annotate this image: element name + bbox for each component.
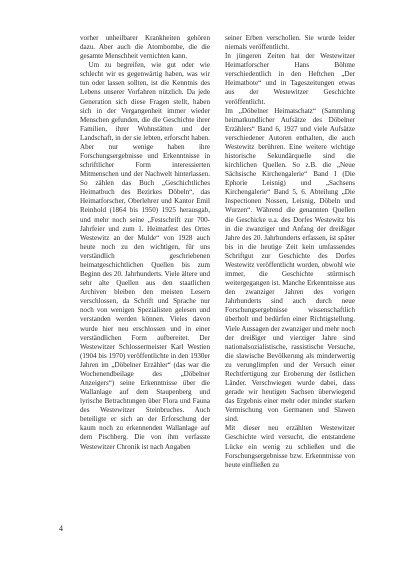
paragraph: Mit dieser neu erzählten Westewitzer Geschichte wird versucht, die entstandene Lücke ein wenig zu schließen und die Forschungsergebnisse bzw. Erkenntnisse von heute einfließen zu [225, 424, 355, 469]
page-number: 4 [59, 524, 63, 533]
paragraph: In jüngeren Zeiten hat der Westewitzer Heimatforscher Hans Böhme verschiedentlich in den Heftchen „Der Heimatbote“ und in Tageszeitungen etwas aus der Westewitzer Geschichte veröffentlicht. [225, 52, 355, 106]
right-text-column [225, 34, 355, 470]
paragraph: vorher unheilbarer Krankheiten gehören dazu. Aber auch die Atombombe, die die gesamte Menschheit vernichten kann. [80, 34, 210, 61]
paragraph: Im „Döbelner Heimatschatz“ (Sammlung heimatkundlicher Aufsätze des Döbelner Erzählers“ Band 6, 1927 und viele Aufsätze verschiedener Autoren enthalten, die auch Westewitz berühren. Eine weitere wichtige historische Sekundärquelle sind die kirchlichen Quellen. So z.B. die „Neue Sächsische Kirchengalerie“ Band I (Die Ephorie Leisnig) und „Sachsens Kirchengalerie“ Band 5, 6. Abteilung „Die Inspectionen Nossen, Leisnig, Döbeln und Wurzen“. Während die genannten Quellen die Geschicke u.a. des Dorfes Westewitz bis in die zwanziger und Anfang der dreißiger Jahre des 20. Jahrhunderts erfassen, ist später bis in die heutige Zeit kein umfassendes Schriftgut zur Geschichte des Dorfes Westewitz veröffentlicht worden, obwohl wie immer, die Geschichte stürmisch weitergegangen ist. Manche Erkenntnisse aus den zwanziger Jahren des vorigen Jahrhunderts sind auch durch neue Forschungsergebnisse wissenschaftlich überholt und bedürfen einer Richtigstellung. Viele Aussagen der zwanziger und mehr noch der dreißiger und vierziger Jahre sind nationalsozialistische, rassistische Versuche, die slawische Bevölkerung als minderwertig zu verunglimpfen und der Versuch einer Rechtfertigung zur Eroberung der östlichen Länder. Verschwiegen wurde dabei, dass gerade wir heutigen Sachsen überwiegend das Ergebnis einer mehr oder minder starken Vermischung von Germanen und Slawen sind. [225, 106, 355, 424]
paragraph: seiner Erben verschollen. Sie wurde leider niemals veröffentlicht. [225, 34, 355, 52]
left-text-column [80, 34, 210, 452]
paragraph: Um zu begreifen, wie gut oder wie schlecht wir es gegenwärtig haben, was wir tun oder lassen sollten, ist die Kenntnis des Lebens unserer Vorfahren nützlich. Da jede Generation sich diese Fragen stellt, haben sich in der Vergangenheit immer wieder Menschen gefunden, die die Geschichte ihrer Familien, ihrer Wohnstätten und der Landschaft, in der sie lebten, erforscht haben. Aber nur wenige haben ihre Forschungsergebnisse und Erkenntnisse in schriftlicher Form interessierten Mitmenschen und der Nachwelt hinterlassen. So zählen das Buch „Geschichtliches Heimatbuch des Bezirkes Döbeln“, das Heimatforscher, Oberlehrer und Kantor Emil Reinhold (1864 bis 1950) 1925 herausgab, und mehr noch seine „Festschrift zur 700-Jahrfeier und zum 1. Heimatfest des Ortes Westewitz an der Mulde“ von 1928 auch heute noch zu den wichtigen, für uns verständlich geschriebenen heimatgeschichtlichen Quellen bis zum Beginn des 20. Jahrhunderts. Viele ältere und sehr alte Quellen aus den staatlichen Archiven bleiben den meisten Lesern verschlossen, da Schrift und Sprache nur noch von wenigen Spezialisten gelesen und verstanden werden können. Vieles davon wurde hier neu erschlossen und in einer verständlichen Form aufbereitet. Der Westewitzer Schlossermeister Karl Westien (1904 bis 1970) veröffentlichte in den 1930er Jahren im „Döbelner Erzähler“ (das war die Wochenendbeilage des „Döbelner Anzeigers“) seine Erkenntnisse über die Wallanlage auf dem Staupenberg und lyrische Betrachtungen über Flora und Fauna des Westewitzer Steinbruches. Auch beteiligte er sich an der Erforschung der kaum noch zu erkennenden Wallanlage auf dem Pischberg. Die von ihm verfasste Westewitzer Chronik ist nach Angaben [80, 61, 210, 451]
